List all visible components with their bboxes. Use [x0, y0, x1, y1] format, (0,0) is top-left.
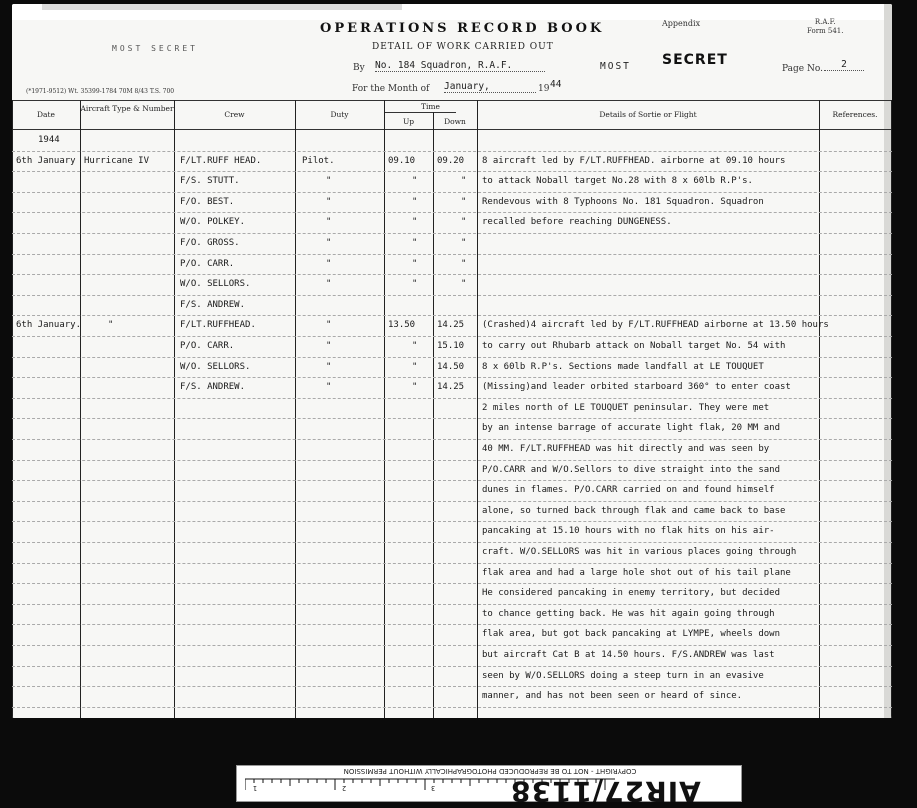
crew-cell: P/O. CARR. — [180, 258, 235, 269]
crew-cell: F/S. STUTT. — [180, 176, 240, 187]
details-cell: 8 aircraft led by F/LT.RUFFHEAD. airborne at 09.10 hours — [482, 155, 786, 166]
col-header-duty: Duty — [330, 110, 349, 119]
row-rule — [12, 501, 892, 502]
ruler-mark-3: 3 — [431, 784, 436, 792]
down-time-cell: 14.25 — [437, 382, 465, 393]
crew-cell: F/S. ANDREW. — [180, 382, 246, 393]
month-label: For the Month of — [352, 84, 430, 94]
row-rule — [12, 233, 892, 234]
row-rule — [12, 460, 892, 461]
duty-cell: " — [326, 258, 332, 269]
duty-cell: " — [326, 320, 332, 331]
details-cell: alone, so turned back through flak and came back to base — [482, 505, 786, 516]
details-cell: manner, and has not been seen or heard of since. — [482, 691, 743, 702]
details-cell: recalled before reaching DUNGENESS. — [482, 217, 672, 228]
duty-cell: " — [326, 238, 332, 248]
details-cell: to chance getting back. He was hit again going through — [482, 608, 775, 619]
duty-cell: " — [326, 196, 332, 207]
details-cell: flak area and had a large hole shot out of his tail plane — [482, 567, 791, 578]
col-header-details: Details of Sortie or Flight — [599, 110, 697, 119]
row-rule — [12, 439, 892, 440]
form-title: OPERATIONS RECORD BOOK — [320, 21, 605, 36]
row-rule — [12, 151, 892, 152]
details-cell: but aircraft Cat B at 14.50 hours. F/S.ANDREW was last — [482, 650, 775, 660]
details-cell: 8 x 60lb R.P's. Sections made landfall at LE TOUQUET — [482, 361, 764, 372]
row-rule — [12, 645, 892, 646]
year-prefix: 19 — [538, 84, 550, 94]
row-rule — [12, 254, 892, 255]
up-time-cell: 09.10 — [388, 155, 416, 166]
col-header-references: References. — [832, 110, 878, 119]
time-split-rule — [384, 112, 456, 113]
details-cell: P/O.CARR and W/O.Sellors to dive straight into the sand — [482, 464, 781, 475]
row-rule — [12, 604, 892, 605]
row-rule — [12, 583, 892, 584]
page-number: 2 — [824, 59, 864, 71]
col-header-aircraft: Aircraft Type & Number — [80, 104, 174, 113]
row-rule — [12, 212, 892, 213]
torn-header-strip — [42, 4, 402, 10]
down-time-cell: " — [461, 217, 467, 228]
duty-cell: " — [326, 341, 332, 351]
down-time-cell: " — [461, 176, 467, 187]
date-cell: 1944 — [38, 135, 60, 145]
by-label: By — [353, 63, 365, 73]
row-rule — [12, 315, 892, 316]
month-field: January, — [444, 81, 536, 93]
row-rule — [12, 624, 892, 625]
aircraft-cell: Hurricane IV — [84, 155, 150, 166]
col-header-time: Time — [421, 102, 440, 111]
duty-cell: " — [326, 176, 332, 187]
details-cell: Rendevous with 8 Typhoons No. 181 Squadron. Squadron — [482, 196, 764, 207]
row-rule — [12, 480, 892, 481]
up-time-cell: " — [412, 258, 418, 269]
details-cell: seen by W/O.SELLORS doing a steep turn in an evasive — [482, 670, 764, 681]
col-header-date: Date — [37, 110, 55, 119]
table-top-rule — [12, 100, 892, 101]
up-time-cell: " — [412, 361, 418, 372]
row-rule — [12, 563, 892, 564]
up-time-cell: " — [412, 196, 418, 207]
appendix-label: Appendix — [662, 19, 701, 28]
crew-cell: W/O. SELLORS. — [180, 279, 251, 290]
down-time-cell: 09.20 — [437, 155, 465, 166]
row-rule — [12, 521, 892, 522]
up-time-cell: 13.50 — [388, 320, 416, 331]
down-time-cell: 14.50 — [437, 361, 465, 372]
row-rule — [12, 274, 892, 275]
row-rule — [12, 686, 892, 687]
duty-cell: " — [326, 279, 332, 290]
details-cell: craft. W/O.SELLORS was hit in various places going through — [482, 547, 797, 557]
details-cell: (Missing)and leader orbited starboard 360° to enter coast — [482, 382, 791, 393]
print-code: (*1971-9512) Wt. 35399-1784 70M 8/43 T.S. 700 — [26, 88, 175, 95]
crew-cell: W/O. SELLORS. — [180, 361, 251, 372]
form-number — [807, 18, 843, 36]
crew-cell: F/LT.RUFFHEAD. — [180, 320, 256, 331]
crew-cell: F/O. GROSS. — [180, 238, 240, 248]
form-subtitle: DETAIL OF WORK CARRIED OUT — [372, 42, 554, 52]
details-cell: 40 MM. F/LT.RUFFHEAD was hit directly and was seen by — [482, 444, 770, 454]
col-rule-5 — [433, 112, 434, 718]
row-rule — [12, 542, 892, 543]
row-rule — [12, 707, 892, 708]
details-cell: flak area, but got back pancaking at LYMPE, wheels down — [482, 629, 781, 640]
duty-cell: Pilot. — [302, 155, 335, 166]
crew-cell: W/O. POLKEY. — [180, 217, 246, 228]
record-sheet — [12, 4, 892, 718]
row-rule — [12, 377, 892, 378]
date-cell: 6th January. — [16, 320, 82, 331]
ruler-mark-1: 1 — [253, 784, 258, 792]
details-cell: pancaking at 15.10 hours with no flak hits on his air- — [482, 526, 775, 537]
details-cell: 2 miles north of LE TOUQUET peninsular. They were met — [482, 402, 770, 413]
details-cell: dunes in flames. P/O.CARR carried on and found himself — [482, 485, 775, 496]
row-rule — [12, 171, 892, 172]
page-label: Page No. — [782, 64, 823, 74]
down-time-cell: " — [461, 258, 467, 269]
row-rule — [12, 398, 892, 399]
down-time-cell: 15.10 — [437, 341, 465, 351]
details-cell: to carry out Rhubarb attack on Noball target No. 54 with — [482, 341, 786, 351]
row-rule — [12, 357, 892, 358]
form-line-raf: R.A.F. — [814, 18, 836, 26]
down-time-cell: " — [461, 196, 467, 207]
up-time-cell: " — [412, 382, 418, 393]
year-suffix: 44 — [550, 79, 562, 90]
ruler-mark-2: 2 — [342, 784, 347, 792]
details-cell: (Crashed)4 aircraft led by F/LT.RUFFHEAD airborne at 13.50 hours — [482, 320, 829, 331]
row-rule — [12, 295, 892, 296]
down-time-cell: 14.25 — [437, 320, 465, 331]
classification-left: MOST SECRET — [112, 44, 198, 53]
details-cell: He considered pancaking in enemy territory, but decided — [482, 588, 781, 599]
row-rule — [12, 336, 892, 337]
down-time-cell: " — [461, 238, 467, 248]
archive-reference: AIR27/1138 — [510, 775, 701, 808]
up-time-cell: " — [412, 238, 418, 248]
row-rule — [12, 418, 892, 419]
crew-cell: F/S. ANDREW. — [180, 299, 246, 310]
crew-cell: P/O. CARR. — [180, 341, 235, 351]
col-header-up: Up — [402, 117, 415, 126]
duty-cell: " — [326, 382, 332, 393]
duty-cell: " — [326, 217, 332, 228]
crew-cell: F/O. BEST. — [180, 196, 235, 207]
up-time-cell: " — [412, 341, 418, 351]
header-bottom-rule — [12, 129, 892, 130]
operations-table — [12, 100, 892, 718]
form-line-541: Form 541. — [807, 27, 844, 35]
date-cell: 6th January — [16, 155, 76, 166]
unit-field: No. 184 Squadron, R.A.F. — [375, 60, 545, 72]
down-time-cell: " — [461, 279, 467, 290]
aircraft-cell: " — [108, 320, 114, 331]
copyright-notice: COPYRIGHT - NOT TO BE REPRODUCED PHOTOGRAPHICALLY WITHOUT PERMISSION — [343, 767, 637, 775]
classification-most: MOST — [600, 61, 631, 72]
classification-secret: SECRET — [662, 52, 728, 68]
col-header-down: Down — [444, 117, 466, 126]
col-header-crew: Crew — [224, 110, 245, 119]
up-time-cell: " — [412, 217, 418, 228]
duty-cell: " — [326, 361, 332, 372]
details-cell: to attack Noball target No.28 with 8 x 60lb R.P's. — [482, 176, 753, 187]
up-time-cell: " — [412, 176, 418, 187]
up-time-cell: " — [412, 279, 418, 290]
row-rule — [12, 192, 892, 193]
row-rule — [12, 666, 892, 667]
crew-cell: F/LT.RUFF HEAD. — [180, 155, 262, 166]
details-cell: by an intense barrage of accurate light flak, 20 MM and — [482, 423, 781, 434]
